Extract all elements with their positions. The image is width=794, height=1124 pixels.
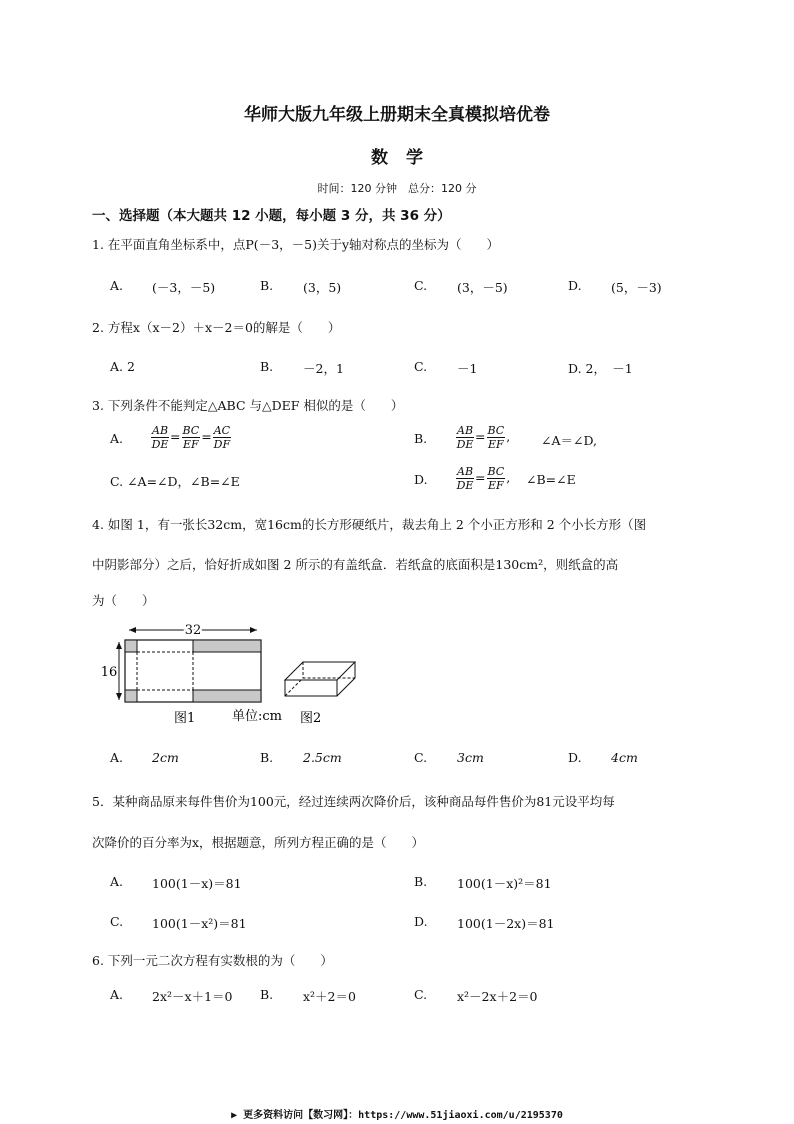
q4-option-b-label: B. (260, 750, 274, 765)
denominator: DE (456, 479, 474, 492)
q2-option-c-label: C. (414, 359, 428, 374)
figure-2-box (285, 662, 355, 696)
footer-link[interactable]: ▶ 更多资料访问【数习网】：https://www.51jiaoxi.com/u/2195370 (231, 1110, 563, 1121)
question-4-figure (100, 618, 380, 730)
q5-option-c: 100(1－x²)＝81 (152, 916, 247, 931)
fraction-ab-de (456, 424, 474, 451)
q3-option-d-label: D. (414, 472, 428, 487)
q5-option-c-label: C. (110, 914, 124, 929)
equals-sign: = (475, 429, 486, 444)
q1-option-a: (－3，－5) (152, 280, 216, 295)
shaded-square (125, 640, 137, 652)
width-label: 16 (100, 665, 118, 680)
fraction-ab-de (151, 424, 169, 451)
q1-option-a-label: A. (110, 278, 124, 293)
denominator: EF (488, 479, 504, 492)
shaded-rectangle (193, 640, 261, 652)
numerator: BC (487, 424, 505, 437)
subject-title: 数学 (371, 148, 441, 168)
q5-option-d-label: D. (414, 914, 428, 929)
question-6-stem: 6. 下列一元二次方程有实数根的为（ ） (92, 953, 333, 968)
numerator: AB (457, 424, 474, 437)
denominator: EF (183, 438, 199, 451)
question-2-stem: 2. 方程x（x－2）＋x－2＝0的解是（ ） (92, 320, 341, 335)
q5-option-b: 100(1－x)²＝81 (457, 876, 552, 891)
figure-2-caption: 图2 (300, 711, 322, 726)
q1-option-b: (3，5) (303, 280, 342, 295)
q6-option-b: x²＋2＝0 (303, 989, 356, 1004)
fraction-bc-ef (487, 424, 506, 451)
numerator: AB (152, 424, 169, 437)
section-heading: 一、选择题（本大题共 12 小题，每小题 3 分，共 36 分） (92, 208, 451, 224)
q6-option-c-label: C. (414, 987, 428, 1002)
q1-option-c-label: C. (414, 278, 428, 293)
q3-option-c: C. ∠A=∠D，∠B=∠E (110, 474, 240, 489)
equals-sign: = (475, 470, 486, 485)
q6-option-a-label: A. (110, 987, 124, 1002)
q1-option-d-label: D. (568, 278, 582, 293)
q3-option-d (455, 465, 510, 492)
q6-option-c: x²－2x＋2＝0 (457, 989, 538, 1004)
q4-option-c-label: C. (414, 750, 428, 765)
fraction-bc-ef (182, 424, 201, 451)
q2-option-d: D. 2， －1 (568, 361, 633, 376)
time-info: 时间：120 分钟 总分：120 分 (317, 182, 477, 195)
figure-1-rectangle (101, 623, 261, 702)
q2-option-b: －2，1 (303, 361, 344, 376)
numerator: BC (182, 424, 200, 437)
denominator: DE (456, 438, 474, 451)
q1-option-c: (3，－5) (457, 280, 508, 295)
question-3-stem: 3. 下列条件不能判定△ABC 与△DEF 相似的是（ ） (92, 398, 404, 413)
q6-option-b-label: B. (260, 987, 274, 1002)
q4-option-c: 3cm (457, 750, 484, 765)
q5-option-a: 100(1－x)＝81 (152, 876, 242, 891)
fraction-ab-de (456, 465, 474, 492)
numerator: AB (457, 465, 474, 478)
question-4-line-1: 4. 如图 1，有一张长32cm，宽16cm的长方形硬纸片，裁去角上 2 个小正方形和 2 个小长方形（图 (92, 517, 647, 532)
q4-option-d-label: D. (568, 750, 582, 765)
q4-option-b: 2.5cm (303, 750, 342, 765)
q4-option-a-label: A. (110, 750, 124, 765)
question-4-line-3: 为（ ） (92, 593, 155, 608)
q2-option-a: A. 2 (110, 359, 135, 374)
q3-option-b-angle: ∠A＝∠D, (541, 433, 598, 448)
q4-option-d: 4cm (611, 750, 638, 765)
q3-option-a-label: A. (110, 431, 124, 446)
shaded-rectangle (193, 690, 261, 702)
q2-option-b-label: B. (260, 359, 274, 374)
denominator: DE (151, 438, 169, 451)
q5-option-a-label: A. (110, 874, 124, 889)
denominator: EF (488, 438, 504, 451)
q3-option-a (150, 424, 232, 451)
denominator: DF (213, 438, 231, 451)
question-1-stem: 1. 在平面直角坐标系中，点P(－3，－5)关于y轴对称点的坐标为（ ） (92, 237, 500, 252)
q1-option-d: (5，－3) (611, 280, 662, 295)
q2-option-c: －1 (457, 361, 478, 376)
fraction-ac-df (213, 424, 231, 451)
q1-option-b-label: B. (260, 278, 274, 293)
q3-option-d-angle: ∠B=∠E (526, 472, 576, 487)
question-5-line-2: 次降价的百分率为x，根据题意，所列方程正确的是（ ） (92, 835, 425, 850)
comma: , (506, 429, 511, 444)
fraction-bc-ef (487, 465, 506, 492)
q6-option-a: 2x²－x＋1＝0 (152, 989, 233, 1004)
figure-1-caption: 图1 (174, 711, 196, 726)
numerator: AC (213, 424, 231, 437)
unit-label: 单位:cm (232, 709, 282, 724)
equals-sign: = (170, 429, 181, 444)
page-title: 华师大版九年级上册期末全真模拟培优卷 (244, 105, 550, 125)
equals-sign: = (201, 429, 212, 444)
q4-option-a: 2cm (152, 750, 179, 765)
question-4-line-2: 中阴影部分）之后，恰好折成如图 2 所示的有盖纸盒．若纸盒的底面积是130cm²，则纸盒的高 (92, 557, 619, 572)
q3-option-b-label: B. (414, 431, 428, 446)
numerator: BC (487, 465, 505, 478)
q5-option-b-label: B. (414, 874, 428, 889)
question-5-line-1: 5．某种商品原来每件售价为100元，经过连续两次降价后，该种商品每件售价为81元设平均每 (92, 794, 615, 809)
length-label: 32 (184, 623, 202, 638)
q5-option-d: 100(1－2x)＝81 (457, 916, 555, 931)
shaded-square (125, 690, 137, 702)
comma: , (506, 470, 511, 485)
q3-option-b (455, 424, 510, 451)
